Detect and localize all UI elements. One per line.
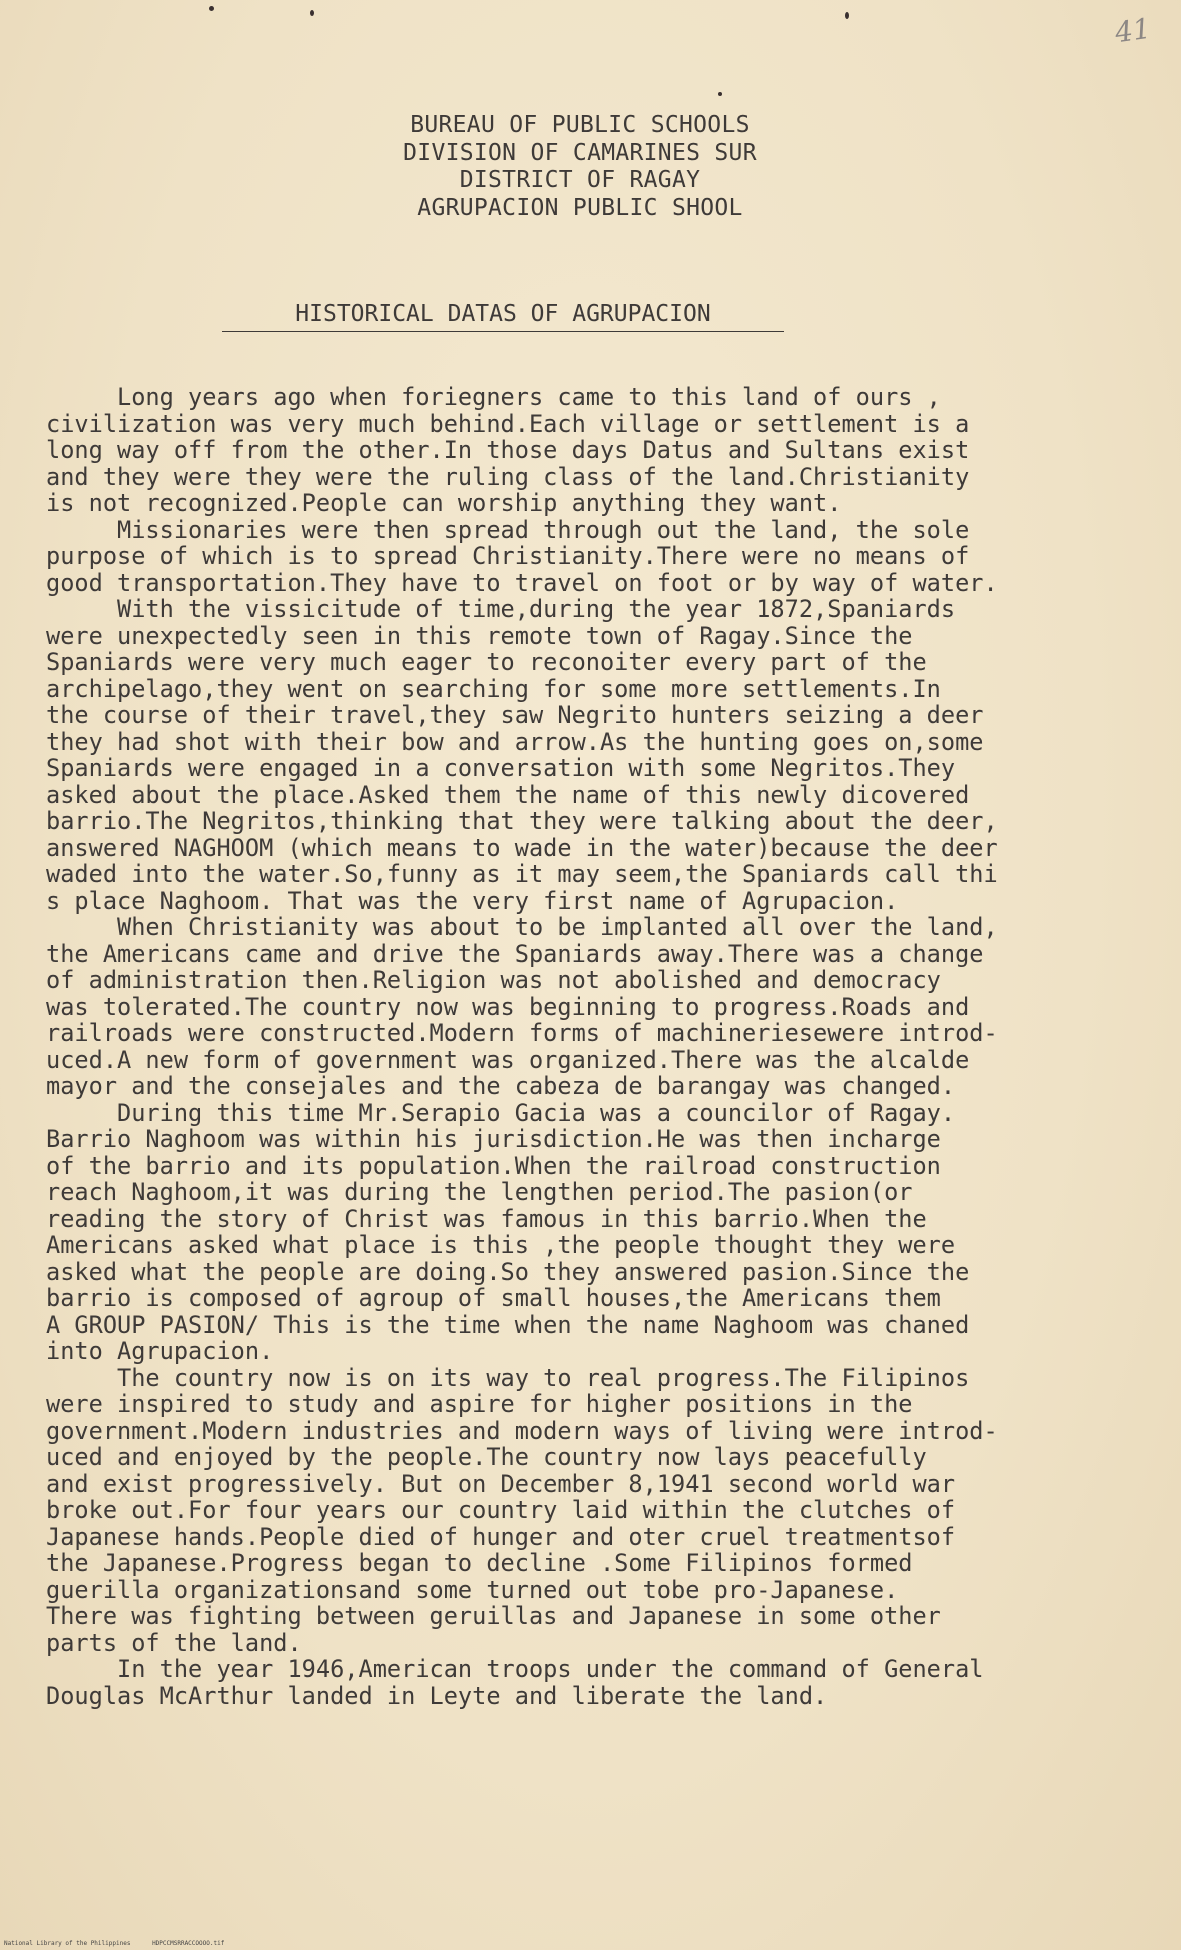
body-line: reach Naghoom,it was during the lengthen period.The pasion(or <box>46 1178 913 1206</box>
body-line: long way off from the other.In those days Datus and Sultans exist <box>46 436 970 464</box>
body-line: mayor and the consejales and the cabeza de barangay was changed. <box>46 1072 956 1100</box>
body-line: into Agrupacion. <box>46 1337 274 1365</box>
body-line: answered NAGHOOM (which means to wade in the water)because the deer <box>46 833 998 862</box>
body-line: the course of their travel,they saw Negrito hunters seizing a deer <box>46 701 984 729</box>
body-line: purpose of which is to spread Christianity.There were no means of <box>46 542 970 570</box>
body-line: Japanese hands.People died of hunger and oter cruel treatmentsof <box>46 1522 956 1551</box>
body-line: the Americans came and drive the Spaniards away.There was a change <box>46 939 984 968</box>
body-line: uced and enjoyed by the people.The country now lays peacefully <box>46 1443 927 1471</box>
ink-speck <box>310 10 314 16</box>
body-line: barrio is composed of agroup of small houses,the Americans them <box>46 1284 941 1312</box>
body-line: Missionaries were then spread through out the land, the sole <box>46 515 970 544</box>
body-line: were inspired to study and aspire for higher positions in the <box>46 1390 913 1418</box>
body-line: and exist progressively. But on December 8,1941 second world war <box>46 1469 956 1498</box>
body-line: uced.A new form of government was organized.There was the alcalde <box>46 1045 970 1074</box>
body-line: of administration then.Religion was not abolished and democracy <box>46 966 941 994</box>
body-line: Spaniards were very much eager to reconoiter every part of the <box>46 648 927 676</box>
body-text <box>46 384 1171 1709</box>
body-line: During this time Mr.Serapio Gacia was a councilor of Ragay. <box>46 1098 956 1127</box>
ink-speck <box>209 6 214 11</box>
body-line: asked about the place.Asked them the name of this newly dicovered <box>46 780 970 809</box>
header-line: DIVISION OF CAMARINES SUR <box>403 139 757 166</box>
ink-speck <box>718 92 722 96</box>
body-line: parts of the land. <box>46 1628 302 1657</box>
body-line: archipelago,they went on searching for some more settlements.In <box>46 674 941 703</box>
body-line: s place Naghoom. That was the very first name of Agrupacion. <box>46 886 899 915</box>
body-line: is not recognized.People can worship anything they want. <box>46 489 842 517</box>
body-line: civilization was very much behind.Each village or settlement is a <box>46 409 970 438</box>
body-line: the Japanese.Progress began to decline .Some Filipinos formed <box>46 1549 913 1577</box>
body-line: broke out.For four years our country laid within the clutches of <box>46 1496 956 1524</box>
body-line: barrio.The Negritos,thinking that they were talking about the deer, <box>46 807 998 835</box>
letterhead <box>300 112 860 222</box>
footer-file: HDPCCMSRRACCOOOO.tif <box>152 1940 225 1947</box>
body-line: good transportation.They have to travel on foot or by way of water. <box>46 568 998 597</box>
body-line: reading the story of Christ was famous in this barrio.When the <box>46 1204 927 1233</box>
body-line: asked what the people are doing.So they answered pasion.Since the <box>46 1257 970 1286</box>
body-line: Americans asked what place is this ,the people thought they were <box>46 1231 956 1259</box>
document-title: HISTORICAL DATAS OF AGRUPACION <box>222 299 784 332</box>
body-line: When Christianity was about to be implanted all over the land, <box>46 913 998 941</box>
body-line: There was fighting between geruillas and Japanese in some other <box>46 1602 941 1630</box>
body-line: Spaniards were engaged in a conversation with some Negritos.They <box>46 754 956 782</box>
body-line: were unexpectedly seen in this remote town of Ragay.Since the <box>46 621 913 650</box>
body-line: waded into the water.So,funny as it may seem,the Spaniards call thi <box>46 860 998 888</box>
body-line: railroads were constructed.Modern forms of machineriesewere introd- <box>46 1019 998 1047</box>
body-line: Long years ago when foriegners came to this land of ours , <box>46 383 941 411</box>
body-line: With the vissicitude of time,during the year 1872,Spaniards <box>46 595 956 623</box>
header-line: BUREAU OF PUBLIC SCHOOLS <box>410 112 750 138</box>
ink-speck <box>845 12 849 19</box>
body-line: Barrio Naghoom was within his jurisdiction.He was then incharge <box>46 1125 941 1153</box>
body-line: they had shot with their bow and arrow.As the hunting goes on,some <box>46 727 984 756</box>
footer-library: National Library of the Philippines <box>4 1940 131 1947</box>
body-line: and they were they were the ruling class of the land.Christianity <box>46 462 970 491</box>
page-number: 41 <box>1112 11 1153 50</box>
body-line: of the barrio and its population.When the railroad construction <box>46 1151 941 1180</box>
header-line: DISTRICT OF RAGAY <box>459 167 701 193</box>
body-line: guerilla organizationsand some turned out tobe pro-Japanese. <box>46 1575 899 1604</box>
body-line: government.Modern industries and modern ways of living were introd- <box>46 1416 998 1445</box>
body-line: A GROUP PASION/ This is the time when the name Naghoom was chaned <box>46 1310 970 1339</box>
header-line: AGRUPACION PUBLIC SHOOL <box>417 194 743 221</box>
footer <box>4 1940 242 1947</box>
body-line: In the year 1946,American troops under the command of General <box>46 1655 984 1683</box>
body-line: Douglas McArthur landed in Leyte and liberate the land. <box>46 1681 828 1710</box>
body-line: The country now is on its way to real progress.The Filipinos <box>46 1363 970 1392</box>
body-line: was tolerated.The country now was beginning to progress.Roads and <box>46 992 970 1021</box>
